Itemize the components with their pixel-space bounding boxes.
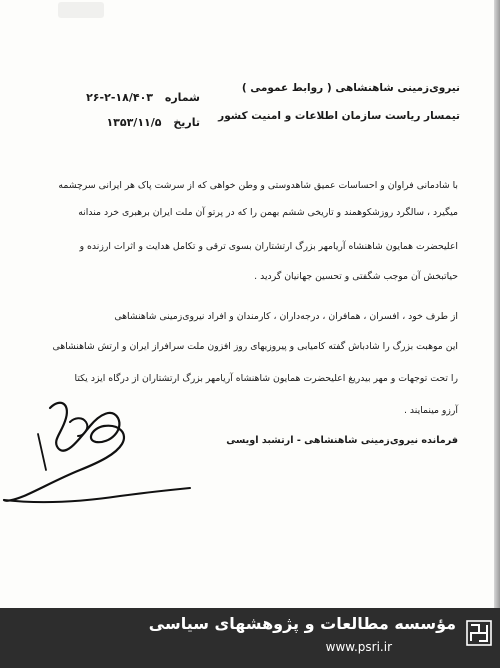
psri-logo-icon — [466, 620, 492, 646]
org-line: نیروی‌زمینی شاهنشاهی ( روابط عمومی ) — [241, 82, 460, 94]
footer-url[interactable]: www.psri.ir — [325, 640, 392, 654]
recipient-line: تیمسار ریاست سازمان اطلاعات و امنیت کشور — [218, 110, 460, 122]
body-line-4: حیاتبخش آن موجب شگفتی و تحسین جهانیان گردید . — [254, 271, 458, 282]
date-value: ۱۳۵۳/۱۱/۵ — [106, 116, 162, 129]
body-line-8: آرزو مینمایند . — [404, 405, 458, 416]
body-line-7: را تحت توجهات و مهر بیدریغ اعلیحضرت همایون شاهنشاه آریامهر بزرگ ارتشتاران از درگاه ایزد یکتا — [74, 373, 458, 384]
letter-number — [40, 91, 200, 104]
paper-corner-mark — [58, 2, 104, 18]
body-line-1: با شادمانی فراوان و احساسات عمیق شاهدوستی و وطن خواهی که از سرشت پاک هر ایرانی سرچشمه — [58, 180, 458, 191]
letter-date — [40, 116, 200, 129]
body-line-2: میگیرد ، سالگرد روزشکوهمند و تاریخی ششم بهمن را که در پرتو آن ملت ایران برهبری خرد مندانه — [78, 207, 458, 218]
number-label: شماره — [164, 91, 200, 104]
page-edge-shadow — [494, 0, 500, 668]
signatory-line: فرمانده نیروی‌زمینی شاهنشاهی - ارتشبد اویسی — [226, 435, 458, 446]
footer-title: مؤسسه مطالعات و پژوهشهای سیاسی — [148, 614, 456, 633]
number-value: ۱۸/۴۰۳-۲-۲۶ — [86, 91, 153, 104]
body-line-3: اعلیحضرت همایون شاهنشاه آریامهر بزرگ ارتشتاران بسوی ترقی و تکامل هدایت و اثرات ارزنده و — [79, 241, 458, 252]
date-label: تاریخ — [173, 116, 200, 129]
body-line-5: از طرف خود ، افسران ، همافران ، درجه‌داران ، کارمندان و افراد نیروی‌زمینی شاهنشاهی — [114, 311, 458, 322]
body-line-6: این موهبت بزرگ را شادباش گفته کامیابی و پیروزیهای روز افزون ملت سرافراز ایران و ارتش شاهنشاهی — [52, 341, 458, 352]
handwritten-signature — [0, 378, 250, 538]
